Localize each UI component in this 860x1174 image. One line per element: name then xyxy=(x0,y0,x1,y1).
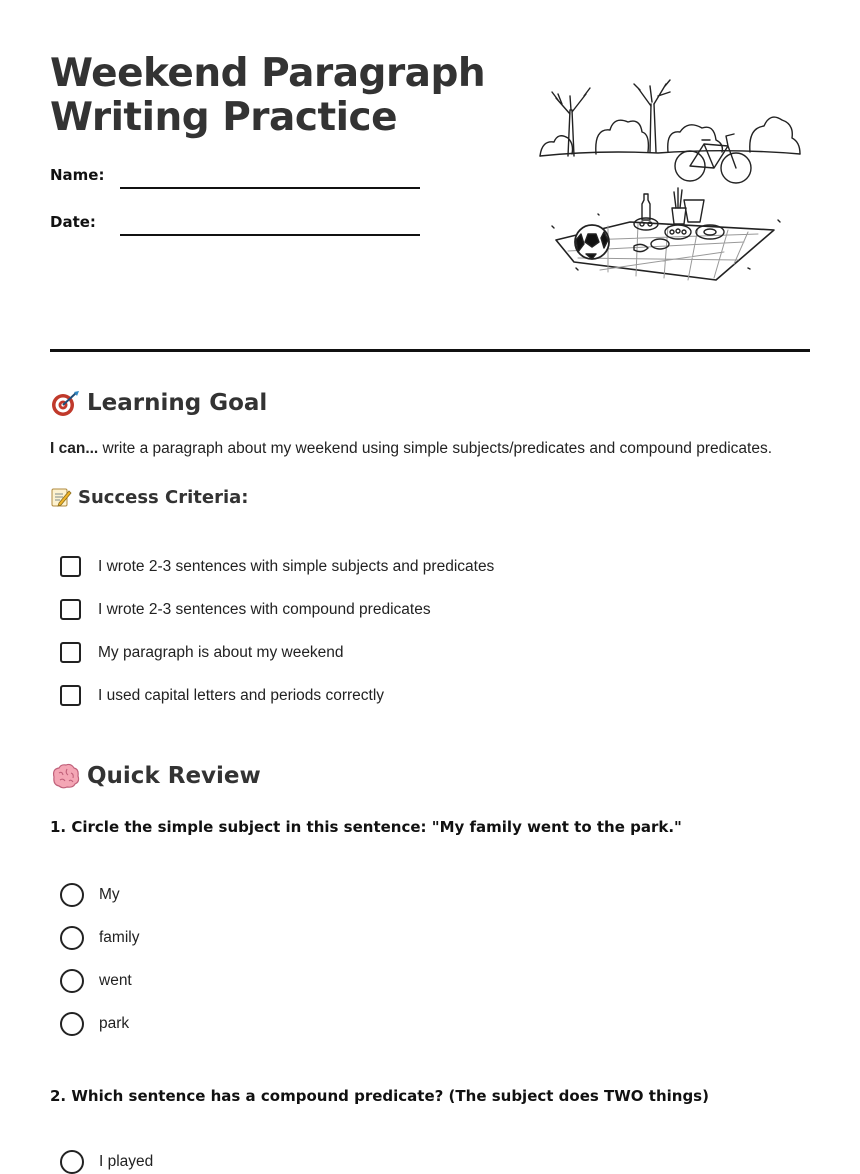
brain-icon xyxy=(50,761,80,791)
option-label: My xyxy=(99,886,120,903)
learning-goal-body: write a paragraph about my weekend using simple subjects/predicates and compound predicates. xyxy=(98,440,773,457)
title-line-1: Weekend Paragraph xyxy=(50,51,486,96)
criteria-checkbox[interactable] xyxy=(60,685,81,706)
option-label: I played xyxy=(99,1153,154,1170)
date-field[interactable] xyxy=(120,234,420,236)
success-criteria-title: Success Criteria: xyxy=(78,486,249,508)
learning-goal-heading xyxy=(50,388,267,418)
title-line-2: Writing Practice xyxy=(50,95,398,140)
criteria-item[interactable] xyxy=(60,599,431,620)
criteria-item[interactable] xyxy=(60,685,384,706)
criteria-item[interactable] xyxy=(60,556,494,577)
criteria-checkbox[interactable] xyxy=(60,556,81,577)
criteria-label: I wrote 2-3 sentences with simple subjects and predicates xyxy=(98,557,495,575)
target-icon xyxy=(50,388,80,418)
learning-goal-lead: I can... xyxy=(50,440,99,457)
criteria-label: I used capital letters and periods correctly xyxy=(98,686,385,704)
question-2-option[interactable] xyxy=(60,1150,153,1174)
option-radio[interactable] xyxy=(60,969,84,993)
quick-review-title: Quick Review xyxy=(87,763,261,789)
question-1-option[interactable] xyxy=(60,1012,129,1036)
criteria-item[interactable] xyxy=(60,642,344,663)
criteria-label: My paragraph is about my weekend xyxy=(98,643,344,661)
section-divider xyxy=(50,349,810,352)
name-field[interactable] xyxy=(120,187,420,189)
option-label: park xyxy=(99,1015,130,1032)
criteria-checkbox[interactable] xyxy=(60,642,81,663)
quick-review-heading xyxy=(50,761,261,791)
criteria-checkbox[interactable] xyxy=(60,599,81,620)
question-1-text: 1. Circle the simple subject in this sentence: "My family went to the park." xyxy=(50,818,682,836)
page-title xyxy=(50,52,485,140)
option-label: family xyxy=(99,929,140,946)
option-radio[interactable] xyxy=(60,883,84,907)
question-1-option[interactable] xyxy=(60,883,120,907)
learning-goal-title: Learning Goal xyxy=(87,390,268,416)
question-2-text: 2. Which sentence has a compound predicate? (The subject does TWO things) xyxy=(50,1087,709,1105)
option-radio[interactable] xyxy=(60,926,84,950)
question-1-option[interactable] xyxy=(60,969,132,993)
option-radio[interactable] xyxy=(60,1012,84,1036)
criteria-label: I wrote 2-3 sentences with compound predicates xyxy=(98,600,431,618)
picnic-illustration xyxy=(538,74,818,286)
option-radio[interactable] xyxy=(60,1150,84,1174)
memo-icon xyxy=(50,486,72,508)
date-label: Date: xyxy=(50,213,96,231)
learning-goal-text xyxy=(50,440,772,458)
question-1-option[interactable] xyxy=(60,926,139,950)
success-criteria-heading xyxy=(50,486,248,508)
option-label: went xyxy=(99,972,132,989)
name-label: Name: xyxy=(50,166,105,184)
